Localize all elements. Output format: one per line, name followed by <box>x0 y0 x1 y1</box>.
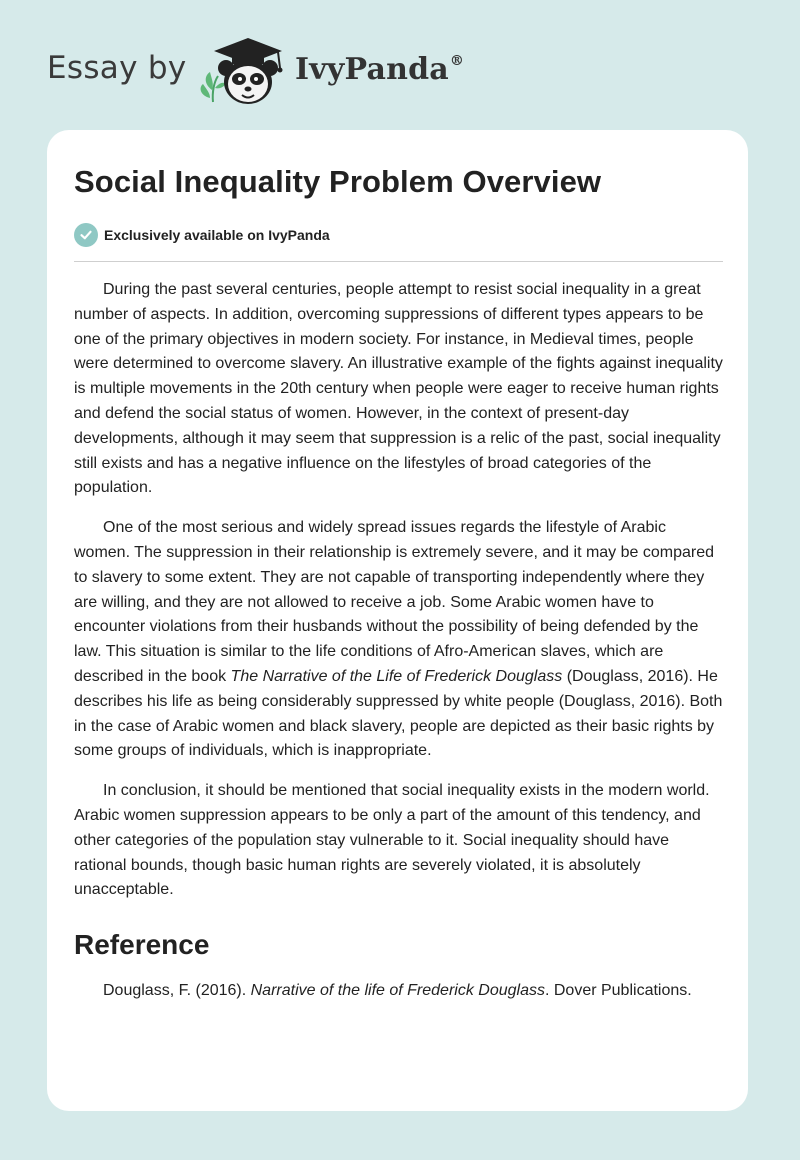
paragraph-1: During the past several centuries, people attempt to resist social inequality in a great number of aspects. In addition, overcoming suppressions of different types appears to be one of the primary objectives in modern society. For instance, in Medieval times, people were determined to overcome slavery. An illustrative example of the fights against inequality is multiple movements in the 20th century when people were eager to receive human rights and defend the social status of women. However, in the context of present-day developments, although it may seem that suppression is a relic of the past, social inequality still exists and has a negative influence on the lifestyles of broad categories of the population. <box>74 281 723 497</box>
brand-name <box>295 52 464 87</box>
paragraph-3: In conclusion, it should be mentioned that social inequality exists in the modern world. Arabic women suppression appears to be only a part of the amount of this tendency, and other categories of the population stay vulnerable to it. Social inequality should have rational bounds, though basic human rights are severely violated, it is absolutely unacceptable. <box>74 782 710 899</box>
badge-label: Exclusively available on IvyPanda <box>104 227 330 243</box>
reference-publisher: . Dover Publications. <box>544 982 692 1000</box>
registered-mark: ® <box>449 53 465 69</box>
paragraph-2-end: (Douglass, 2016). He describes his life as being considerably suppressed by white people (Douglass, 2016). Both in the case of Arabic women and black slavery, people are depicted as their basic rights by some groups of individuals, which is inappropriate. <box>74 667 723 760</box>
site-header <box>0 0 800 120</box>
panda-graduate-icon <box>198 32 292 110</box>
page-title: Social Inequality Problem Overview <box>74 164 602 199</box>
checkmark-icon <box>74 223 98 247</box>
reference-author: Douglass, F. (2016). <box>103 982 251 1000</box>
essay-by-label: Essay by <box>47 50 187 86</box>
book-title: The Narrative of the Life of Frederick Douglass <box>230 667 563 685</box>
exclusive-badge <box>74 222 330 248</box>
paragraph-2-start: One of the most serious and widely spread issues regards the lifestyle of Arabic women. The suppression in their relationship is extremely severe, and it may be compared to slavery to some extent. They are not capable of transporting independently where they are willing, and they are not allowed to receive a job. Some Arabic women have to encounter violations from their husbands without the possibility of being defended by the law. This situation is similar to the life conditions of Afro-American slaves, which are described in the book <box>74 519 715 685</box>
essay-body <box>74 278 724 1003</box>
reference-heading: Reference <box>74 929 210 961</box>
paragraph-2 <box>74 516 724 764</box>
reference-entry <box>74 979 724 1003</box>
reference-work: Narrative of the life of Frederick Douglass <box>250 982 545 1000</box>
divider <box>74 261 723 262</box>
essay-card <box>47 130 748 1111</box>
brand-name-text: IvyPanda <box>295 52 449 87</box>
